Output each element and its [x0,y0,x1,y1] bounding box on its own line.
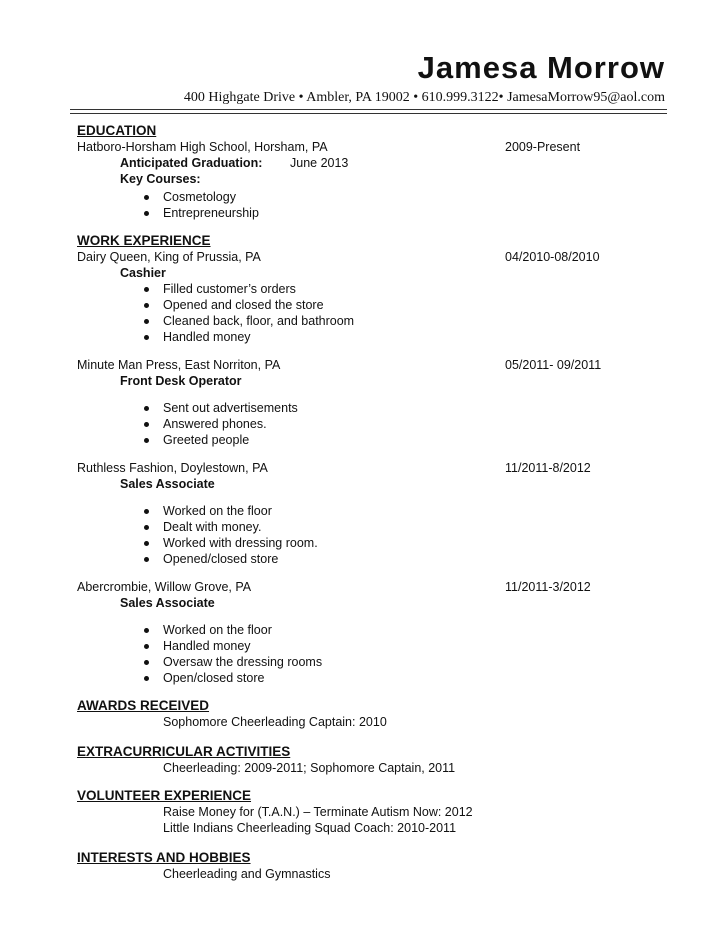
graduation-label: Anticipated Graduation: [120,156,263,170]
award-item: Sophomore Cheerleading Captain: 2010 [163,715,387,729]
duty-item: Sent out advertisements [141,400,667,416]
duty-item: Worked on the floor [141,622,667,638]
duty-item: Greeted people [141,432,667,448]
job-entry [77,460,667,567]
course-item: Cosmetology [141,189,667,205]
extracurricular-section [77,744,667,776]
duty-item: Answered phones. [141,416,667,432]
section-heading-extracurricular: EXTRACURRICULAR ACTIVITIES [77,744,291,759]
job-employer: Dairy Queen, King of Prussia, PA [77,250,261,264]
education-section [77,123,667,221]
job-duties [77,281,667,345]
job-entry [77,579,667,686]
job-dates: 05/2011- 09/2011 [505,358,602,372]
job-entry [77,357,667,448]
job-employer: Ruthless Fashion, Doylestown, PA [77,461,268,475]
duty-item: Handled money [141,638,667,654]
awards-section [77,698,667,730]
duty-item: Worked on the floor [141,503,667,519]
graduation-row [120,155,667,171]
resume-name: Jamesa Morrow [417,50,665,85]
work-section [77,233,667,686]
section-heading-volunteer: VOLUNTEER EXPERIENCE [77,788,252,803]
job-row [77,579,667,595]
contact-line: 400 Highgate Drive • Ambler, PA 19002 • 610.999.3122• JamesaMorrow95@aol.com [183,90,665,105]
interest-item: Cheerleading and Gymnastics [163,867,331,881]
section-heading-awards: AWARDS RECEIVED [77,698,210,713]
job-title: Sales Associate [120,596,215,610]
job-duties [77,400,667,448]
volunteer-item: Raise Money for (T.A.N.) – Terminate Autism Now: 2012 [163,805,473,819]
duty-item: Oversaw the dressing rooms [141,654,667,670]
job-employer: Minute Man Press, East Norriton, PA [77,358,281,372]
header-rule-thick [70,109,667,110]
job-duties [77,503,667,567]
school-name: Hatboro-Horsham High School, Horsham, PA [77,140,328,154]
job-title: Cashier [120,266,166,280]
job-dates: 04/2010-08/2010 [505,250,600,264]
school-dates: 2009-Present [505,140,581,154]
duty-item: Dealt with money. [141,519,667,535]
header-rule-thin [70,113,667,114]
duty-item: Opened and closed the store [141,297,667,313]
job-duties [77,622,667,686]
section-heading-education: EDUCATION [77,123,157,138]
duty-item: Cleaned back, floor, and bathroom [141,313,667,329]
duty-item: Open/closed store [141,670,667,686]
interests-section [77,850,667,882]
courses-list [77,189,667,221]
volunteer-item: Little Indians Cheerleading Squad Coach: 2010-2011 [163,821,457,835]
job-dates: 11/2011-8/2012 [505,461,591,475]
job-row [77,460,667,476]
section-heading-interests: INTERESTS AND HOBBIES [77,850,251,865]
resume-body [77,123,667,882]
job-dates: 11/2011-3/2012 [505,580,591,594]
job-row [77,357,667,373]
section-heading-work: WORK EXPERIENCE [77,233,211,248]
job-title: Front Desk Operator [120,374,242,388]
course-item: Entrepreneurship [141,205,667,221]
job-employer: Abercrombie, Willow Grove, PA [77,580,252,594]
job-title: Sales Associate [120,477,215,491]
duty-item: Worked with dressing room. [141,535,667,551]
duty-item: Opened/closed store [141,551,667,567]
courses-label: Key Courses: [120,172,201,186]
job-entry [77,249,667,345]
school-row [77,139,667,155]
job-row [77,249,667,265]
duty-item: Filled customer’s orders [141,281,667,297]
graduation-value: June 2013 [290,156,349,170]
volunteer-section [77,788,667,836]
duty-item: Handled money [141,329,667,345]
extracurricular-item: Cheerleading: 2009-2011; Sophomore Captain, 2011 [163,761,456,775]
